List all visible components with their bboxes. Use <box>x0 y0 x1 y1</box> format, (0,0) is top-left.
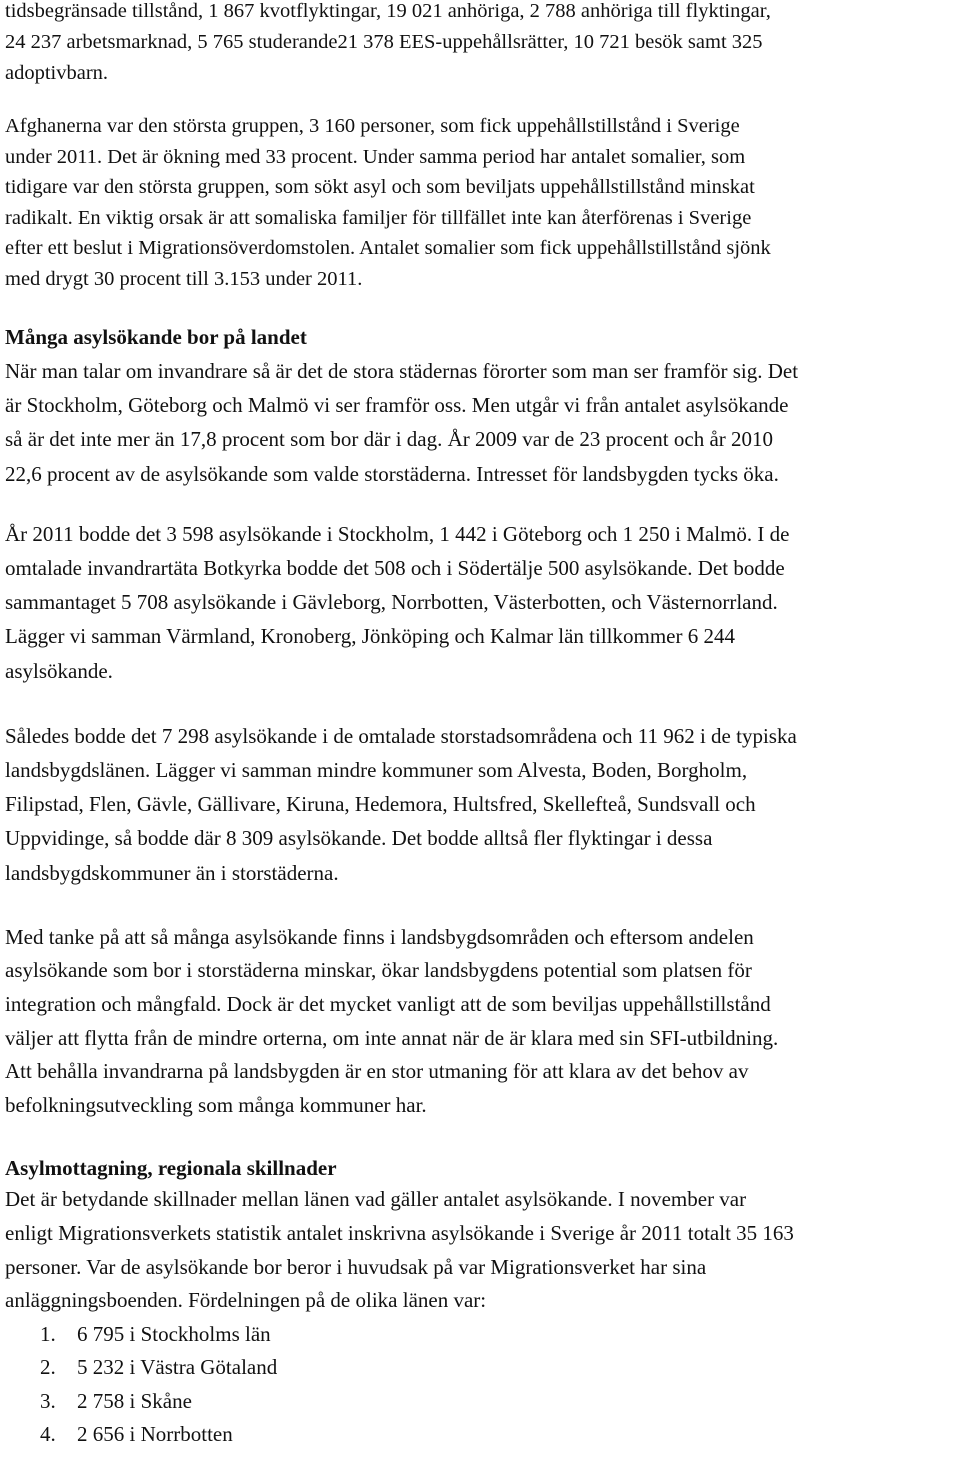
list-item-number: 3. <box>40 1388 56 1413</box>
paragraph-rural: När man talar om invandrare så är det de stora städernas förorter som man ser framför sig. Det är Stockholm, Göteborg och Malmö vi ser framför oss. Men utgår vi från antalet asylsökande så är det inte mer än 17,8 procent som bor där i dag. År 2009 var de 23 procent och år 2010 22,6 procent av de asylsökande som valde storstäderna. Intresset för landsbygden tycks öka. <box>5 359 799 486</box>
list-item <box>5 1318 957 1352</box>
paragraph-year-2011: År 2011 bodde det 3 598 asylsökande i Stockholm, 1 442 i Göteborg och 1 250 i Malmö. I de omtalade invandrartäta Botkyrka bodde det 508 och i Södertälje 500 asylsökande. Det bodde sammantaget 5 708 asylsökande i Gävleborg, Norrbotten, Västerbotten, och Västernorrland. Lägger vi samman Värmland, Kronoberg, Jönköping och Kalmar län tillkommer 6 244 asylsökande. <box>5 521 790 683</box>
paragraph-thus: Således bodde det 7 298 asylsökande i de omtalade storstadsområdena och 11 962 i de typiska landsbygdslänen. Lägger vi samman mindre kommuner som Alvesta, Boden, Borgholm, Filipstad, Flen, Gävle, Gällivare, Kiruna, Hedemora, Hultsfred, Skellefteå, Sundsvall och Uppvidinge, så bodde där 8 309 asylsökande. Det bodde alltså fler flyktingar i dessa landsbygdskommuner än i storstäderna. <box>5 723 797 885</box>
heading-regional: Asylmottagning, regionala skillnader <box>5 1156 337 1181</box>
county-list <box>5 1318 957 1452</box>
paragraph-afghans-part2: Under samma period har antalet somalier, som tidigare var den största gruppen, som sökt asyl och som beviljats uppehållstillstånd minskat radikalt. En viktig orsak är att somaliska familjer för tillfället inte kan återförenas i Sverige efter ett beslut i Migrationsöverdomstolen. Antalet somalier som fick uppehållstillstånd sjönk med drygt 30 procent till 3.153 under 2011. <box>5 145 771 290</box>
list-item-number: 2. <box>40 1355 56 1380</box>
list-item-text: 5 232 i Västra Götaland <box>77 1355 278 1380</box>
list-item-text: 2 656 i Norrbotten <box>77 1422 233 1447</box>
heading-rural: Många asylsökande bor på landet <box>5 325 307 349</box>
paragraph-regional: Det är betydande skillnader mellan länen vad gäller antalet asylsökande. I november var enligt Migrationsverkets statistik antalet inskrivna asylsökande i Sverige år 2011 totalt 35 163 personer. Var de asylsökande bor beror i huvudsak på var Migrationsverket har sina anläggningsboenden. Fördelningen på de olika länen var: <box>5 1187 794 1313</box>
paragraph-potential: Med tanke på att så många asylsökande finns i landsbygdsområden och eftersom andelen asylsökande som bor i storstäderna minskar, ökar landsbygdens potential som platsen för integration och mångfald. Dock är det mycket vanligt att de som beviljas uppehållstillstånd väljer att flytta från de mindre orterna, om inte annat när de är klara med sin SFI-utbildning. Att behålla invandrarna på landsbygden är en stor utmaning för att klara av det behov av befolkningsutveckling som många kommuner har. <box>5 924 779 1117</box>
list-item-text: 6 795 i Stockholms län <box>77 1321 271 1346</box>
document-page <box>5 0 957 1452</box>
list-item-number: 1. <box>40 1321 56 1346</box>
list-item-number: 4. <box>40 1422 56 1447</box>
list-item <box>5 1385 957 1419</box>
list-item <box>5 1351 957 1385</box>
paragraph-afghans <box>5 111 957 294</box>
list-item <box>5 1418 957 1452</box>
paragraph-intro: tidsbegränsade tillstånd, 1 867 kvotflyktingar, 19 021 anhöriga, 2 788 anhöriga till flyktingar, 24 237 arbetsmarknad, 5 765 studerande21 378 EES-uppehållsrätter, 10 721 besök samt 325 adoptivbarn. <box>5 0 771 84</box>
paragraph-afghans-part1: Afghanerna var den största gruppen, 3 160 personer, som fick uppehållstillstånd i Sverige under 2011. Det är ökning med 33 procent. <box>5 115 740 168</box>
list-item-text: 2 758 i Skåne <box>77 1388 192 1413</box>
